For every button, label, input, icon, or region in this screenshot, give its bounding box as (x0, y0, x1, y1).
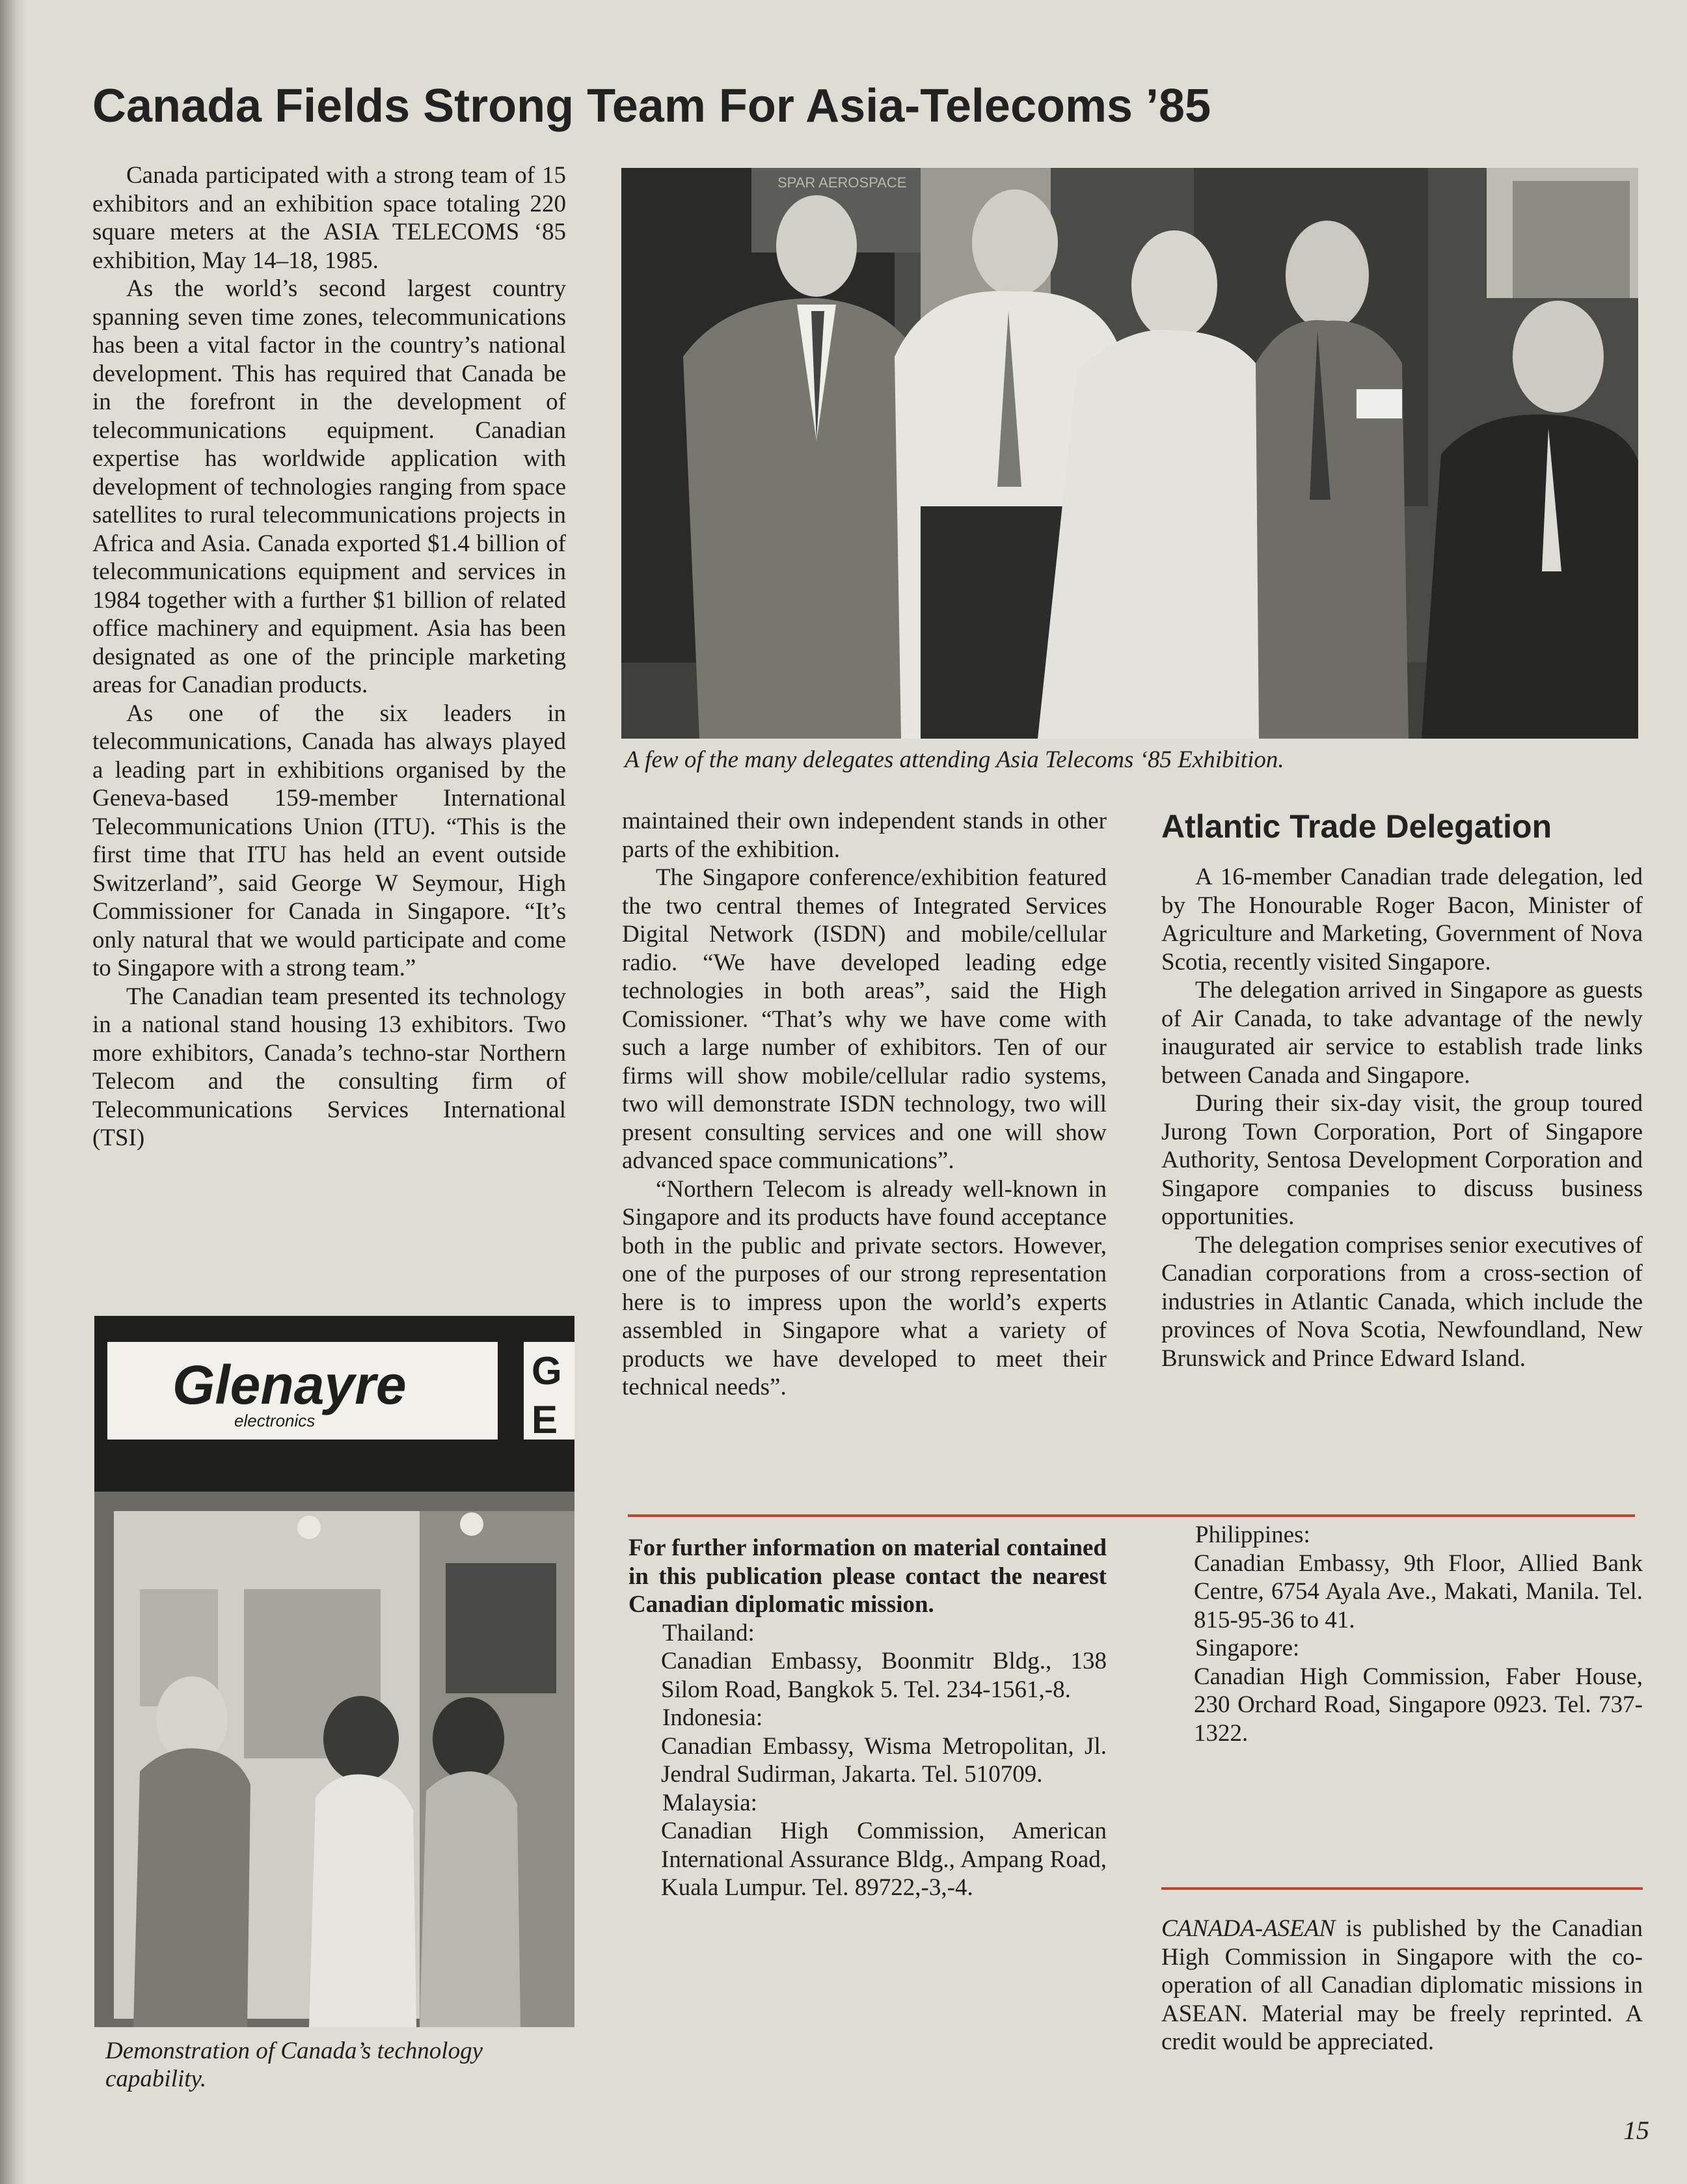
atlantic-section-title: Atlantic Trade Delegation (1161, 808, 1552, 845)
publisher-divider (1161, 1887, 1643, 1890)
paragraph: The delegation comprises senior executives of Canadian corporations from a cross-section of industries in Atlantic Canada, which include the provinces of Nova Scotia, Newfoundland, New Brunswick and Prince Edward Island. (1161, 1231, 1643, 1372)
address-philippines: Canadian Embassy, 9th Floor, Allied Bank Centre, 6754 Ayala Ave., Makati, Manila. Tel. 815-95-36 to 41. (1194, 1549, 1643, 1633)
country-singapore: Singapore: (1195, 1635, 1300, 1661)
paragraph: The Canadian team presented its technology in a national stand housing 13 exhibitors. Two more exhibitors, Canada’s techno-star Northern Telecom and the consulting firm of Telecommunications Services International (TSI) (92, 983, 566, 1151)
atlantic-column (1161, 863, 1643, 1372)
sign-letter-e: E (532, 1398, 558, 1441)
paragraph: As the world’s second largest country spanning seven time zones, telecommunications has been a vital factor in the country’s national development. This has required that Canada be in the forefront in the development of telecommunications equipment. Canadian expertise has worldwide application with development of technologies ranging from space satellites to rural telecommunications projects in Africa and Asia. Canada exported $1.4 billion of telecommunications equipment and services in 1984 together with a further $1 billion of related office machinery and equipment. Asia has been designated as one of the principle marketing areas for Canadian products. (92, 275, 566, 698)
sign-letter-g: G (532, 1349, 562, 1393)
country-indonesia: Indonesia: (662, 1704, 763, 1731)
demonstration-photo-caption: Demonstration of Canada’s technology capability. (105, 2038, 483, 2092)
delegates-photo (621, 168, 1638, 739)
paragraph: Canada participated with a strong team of 15 exhibitors and an exhibition space totaling 220 square meters at the ASIA TELECOMS ‘85 exhibition, May 14–18, 1985. (92, 162, 566, 274)
paragraph: The delegation arrived in Singapore as guests of Air Canada, to take advantage of the newly inaugurated air service to establish trade links between Canada and Singapore. (1161, 977, 1643, 1089)
paragraph: maintained their own independent stands in other parts of the exhibition. (622, 808, 1107, 863)
contacts-left (628, 1534, 1107, 1902)
backdrop-text: SPAR AEROSPACE (777, 174, 907, 191)
publisher-note-body: is published by the Canadian High Commission in Singapore with the co-operation of all Canadian diplomatic missions in ASEAN. Material may be freely reprinted. A credit would be appreciated. (1161, 1915, 1643, 2055)
page-spine-shadow (0, 0, 26, 2184)
address-malaysia: Canadian High Commission, American International Assurance Bldg., Ampang Road, Kuala Lumpur. Tel. 89722,-3,-4. (661, 1818, 1107, 1901)
paragraph: The Singapore conference/exhibition featured the two central themes of Integrated Services Digital Network (ISDN) and mobile/cellular radio. “We have developed leading edge technologies in both areas”, said the High Comissioner. “That’s why we have come with such a large number of exhibitors. Ten of our firms will show mobile/cellular radio systems, two will demonstrate ISDN technology, two will present consulting services and one will show advanced space communications”. (622, 864, 1107, 1174)
demonstration-photo (94, 1316, 574, 2027)
delegates-photo-art (621, 168, 1638, 739)
country-philippines: Philippines: (1195, 1522, 1310, 1548)
contacts-divider (628, 1514, 1635, 1517)
address-thailand: Canadian Embassy, Boonmitr Bldg., 138 Silom Road, Bangkok 5. Tel. 234-1561,-8. (661, 1648, 1107, 1703)
demonstration-photo-art (94, 1316, 574, 2027)
delegates-photo-caption: A few of the many delegates attending Asia Telecoms ‘85 Exhibition. (625, 746, 1284, 773)
headline: Canada Fields Strong Team For Asia-Telecoms ’85 (92, 80, 1211, 132)
contacts-right (1161, 1521, 1643, 1747)
paragraph: During their six-day visit, the group toured Jurong Town Corporation, Port of Singapore Authority, Sentosa Development Corporation and Singapore companies to discuss business opportunities. (1161, 1090, 1643, 1230)
country-malaysia: Malaysia: (662, 1789, 757, 1816)
middle-column (622, 807, 1107, 1402)
publisher-note-text (1161, 1915, 1643, 2056)
country-thailand: Thailand: (662, 1619, 755, 1646)
paragraph: A 16-member Canadian trade delegation, led by The Honourable Roger Bacon, Minister of Agriculture and Marketing, Government of Nova Scotia, recently visited Singapore. (1161, 864, 1643, 976)
address-indonesia: Canadian Embassy, Wisma Metropolitan, Jl. Jendral Sudirman, Jakarta. Tel. 510709. (661, 1732, 1107, 1788)
sign-subtitle: electronics (234, 1411, 316, 1430)
page-number: 15 (1623, 2116, 1649, 2145)
paragraph: “Northern Telecom is already well-known in Singapore and its products have found acceptance both in the public and private sectors. However, one of the purposes of our strong representation here is to impress upon the world’s experts assembled in Singapore what a variety of products we have developed to meet their technical needs”. (622, 1175, 1107, 1400)
left-column (92, 161, 566, 1153)
contacts-intro: For further information on material contained in this publication please contact the nearest Canadian diplomatic mission. (628, 1535, 1107, 1618)
publication-name: CANADA-ASEAN (1161, 1915, 1336, 1942)
paragraph: As one of the six leaders in telecommunications, Canada has always played a leading part in exhibitions organised by the Geneva-based 159-member International Telecommunications Union (ITU). “This is the first time that ITU has held an event outside Switzerland”, said George W Seymour, High Commissioner for Canada in Singapore. “It’s only natural that we would participate and come to Singapore with a strong team.” (92, 700, 566, 981)
address-singapore: Canadian High Commission, Faber House, 230 Orchard Road, Singapore 0923. Tel. 737-1322. (1194, 1663, 1643, 1747)
publisher-note (1161, 1915, 1643, 2056)
sign-brand: Glenayre (172, 1354, 407, 1415)
